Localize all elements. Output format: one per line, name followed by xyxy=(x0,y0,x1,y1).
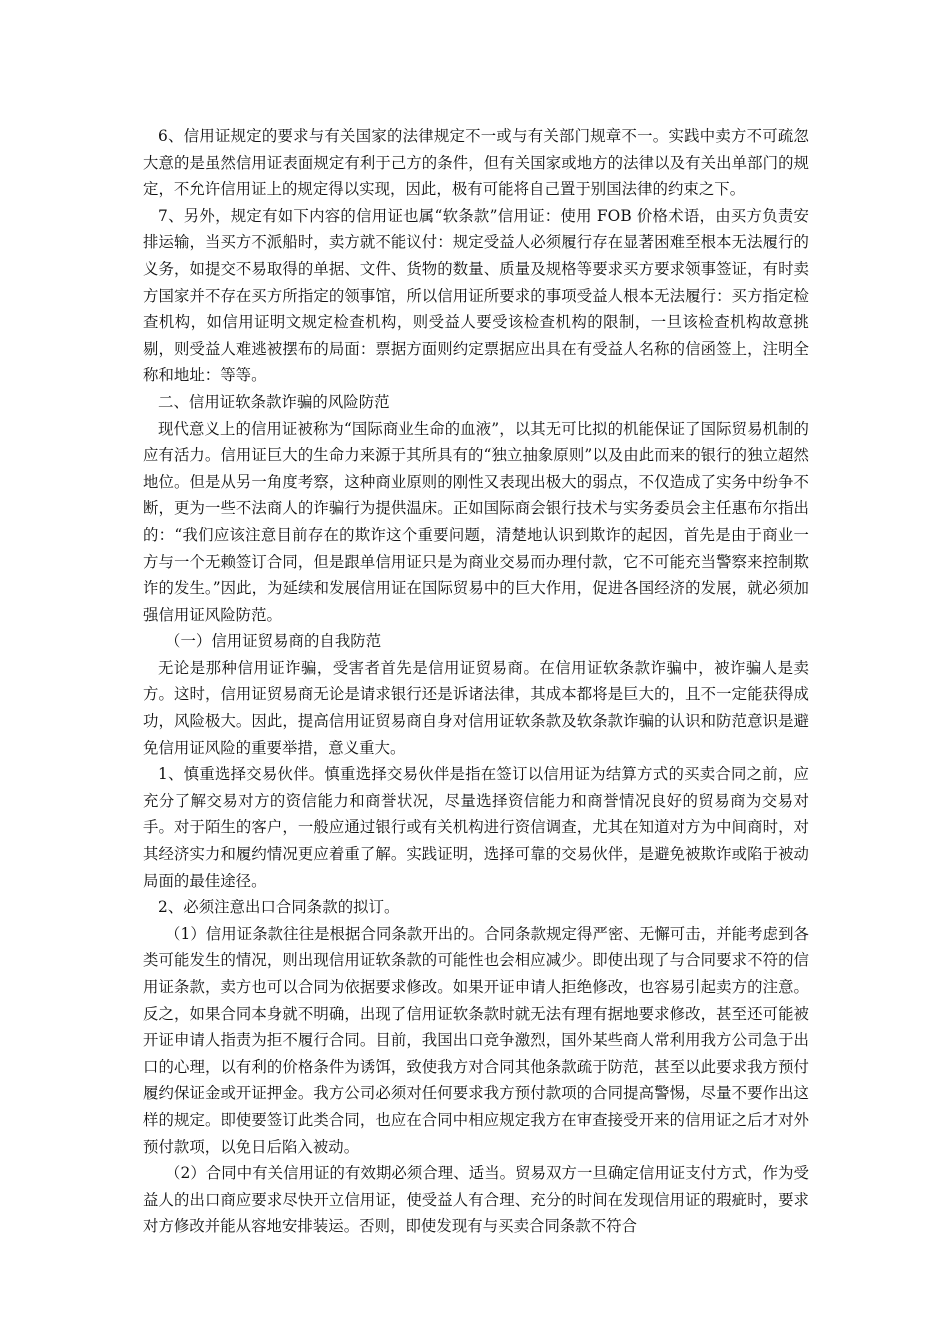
paragraph-point-2: 2、必须注意出口合同条款的拟订。 xyxy=(158,898,400,917)
section-heading-2: 二、信用证软条款诈骗的风险防范 xyxy=(158,392,390,411)
paragraph-trader-risk: 无论是那种信用证诈骗，受害者首先是信用证贸易商。在信用证软条款诈骗中，被诈骗人是卖方。这时，信用证贸易商无论是请求银行还是诉诸法律，其成本都将是巨大的，且不一定能获得成功，风险极大。因此，提高信用证贸易商自身对信用证软条款及软条款诈骗的认识和防范意识是避免信用证风险的重要举措，意义重大。 xyxy=(143,658,809,757)
paragraph-subpoint-1: （1）信用证条款往往是根据合同条款开出的。合同条款规定得严密、无懈可击，并能考虑到各类可能发生的情况，则出现信用证软条款的可能性也会相应减少。即使出现了与合同要求不符的信用证条款，卖方也可以合同为依据要求修改。如果开证申请人拒绝修改，也容易引起卖方的注意。反之，如果合同本身就不明确，出现了信用证软条款时就无法有理有据地要求修改，甚至还可能被开证申请人指责为拒不履行合同。目前，我国出口竞争激烈，国外某些商人常利用我方公司急于出口的心理，以有利的价格条件为诱饵，致使我方对合同其他条款疏于防范，甚至以此要求我方预付履约保证金或开证押金。我方公司必须对任何要求我方预付款项的合同提高警惕，尽量不要作出这样的规定。即使要签订此类合同，也应在合同中相应规定我方在审查接受开来的信用证之后才对外预付款项，以免日后陷入被动。 xyxy=(143,924,809,1156)
paragraph-point-1: 1、慎重选择交易伙伴。慎重选择交易伙伴是指在签订以信用证为结算方式的买卖合同之前，应充分了解交易对方的资信能力和商誉状况，尽量选择资信能力和商誉情况良好的贸易商为交易对手。对于陌生的客户，一般应通过银行或有关机构进行资信调查，尤其在知道对方为中间商时，对其经济实力和履约情况更应着重了解。实践证明，选择可靠的交易伙伴，是避免被欺诈或陷于被动局面的最佳途径。 xyxy=(143,765,809,890)
paragraph-item-6: 6、信用证规定的要求与有关国家的法律规定不一或与有关部门规章不一。实践中卖方不可疏忽大意的是虽然信用证表面规定有利于己方的条件，但有关国家或地方的法律以及有关出单部门的规定，不允许信用证上的规定得以实现，因此，极有可能将自己置于别国法律的约束之下。 xyxy=(143,127,809,199)
document-body xyxy=(143,123,809,1240)
paragraph-item-7: 7、另外，规定有如下内容的信用证也属“软条款”信用证：使用 FOB 价格术语，由买方负责安排运输，当买方不派船时，卖方就不能议付：规定受益人必须履行存在显著困难至根本无法履行的义务，如提交不易取得的单据、文件、货物的数量、质量及规格等要求买方要求领事签证，有时卖方国家并不存在买方所指定的领事馆，所以信用证所要求的事项受益人根本无法履行：买方指定检查机构，如信用证明文规定检查机构，则受益人要受该检查机构的限制，一旦该检查机构故意挑剔，则受益人难逃被摆布的局面：票据方面则约定票据应出具在有受益人名称的信函签上，注明全称和地址：等等。 xyxy=(143,206,809,385)
subsection-heading-1: （一）信用证贸易商的自我防范 xyxy=(165,632,382,651)
paragraph-lc-overview: 现代意义上的信用证被称为“国际商业生命的血液”，以其无可比拟的机能保证了国际贸易机制的应有活力。信用证巨大的生命力来源于其所具有的“独立抽象原则”以及由此而来的银行的独立超然地位。但是从另一角度考察，这种商业原则的刚性又表现出极大的弱点，不仅造成了实务中纷争不断，更为一些不法商人的诈骗行为提供温床。正如国际商会银行技术与实务委员会主任惠布尔指出的：“我们应该注意目前存在的欺诈这个重要问题，清楚地认识到欺诈的起因，首先是由于商业一方与一个无赖签订合同，但是跟单信用证只是为商业交易而办理付款，它不可能充当警察来控制欺诈的发生。”因此，为延续和发展信用证在国际贸易中的巨大作用，促进各国经济的发展，就必须加强信用证风险防范。 xyxy=(143,419,809,624)
paragraph-subpoint-2: （2）合同中有关信用证的有效期必须合理、适当。贸易双方一旦确定信用证支付方式，作为受益人的出口商应要求尽快开立信用证，使受益人有合理、充分的时间在发现信用证的瑕疵时，要求对方修改并能从容地安排装运。否则，即使发现有与买卖合同条款不符合 xyxy=(143,1164,809,1236)
